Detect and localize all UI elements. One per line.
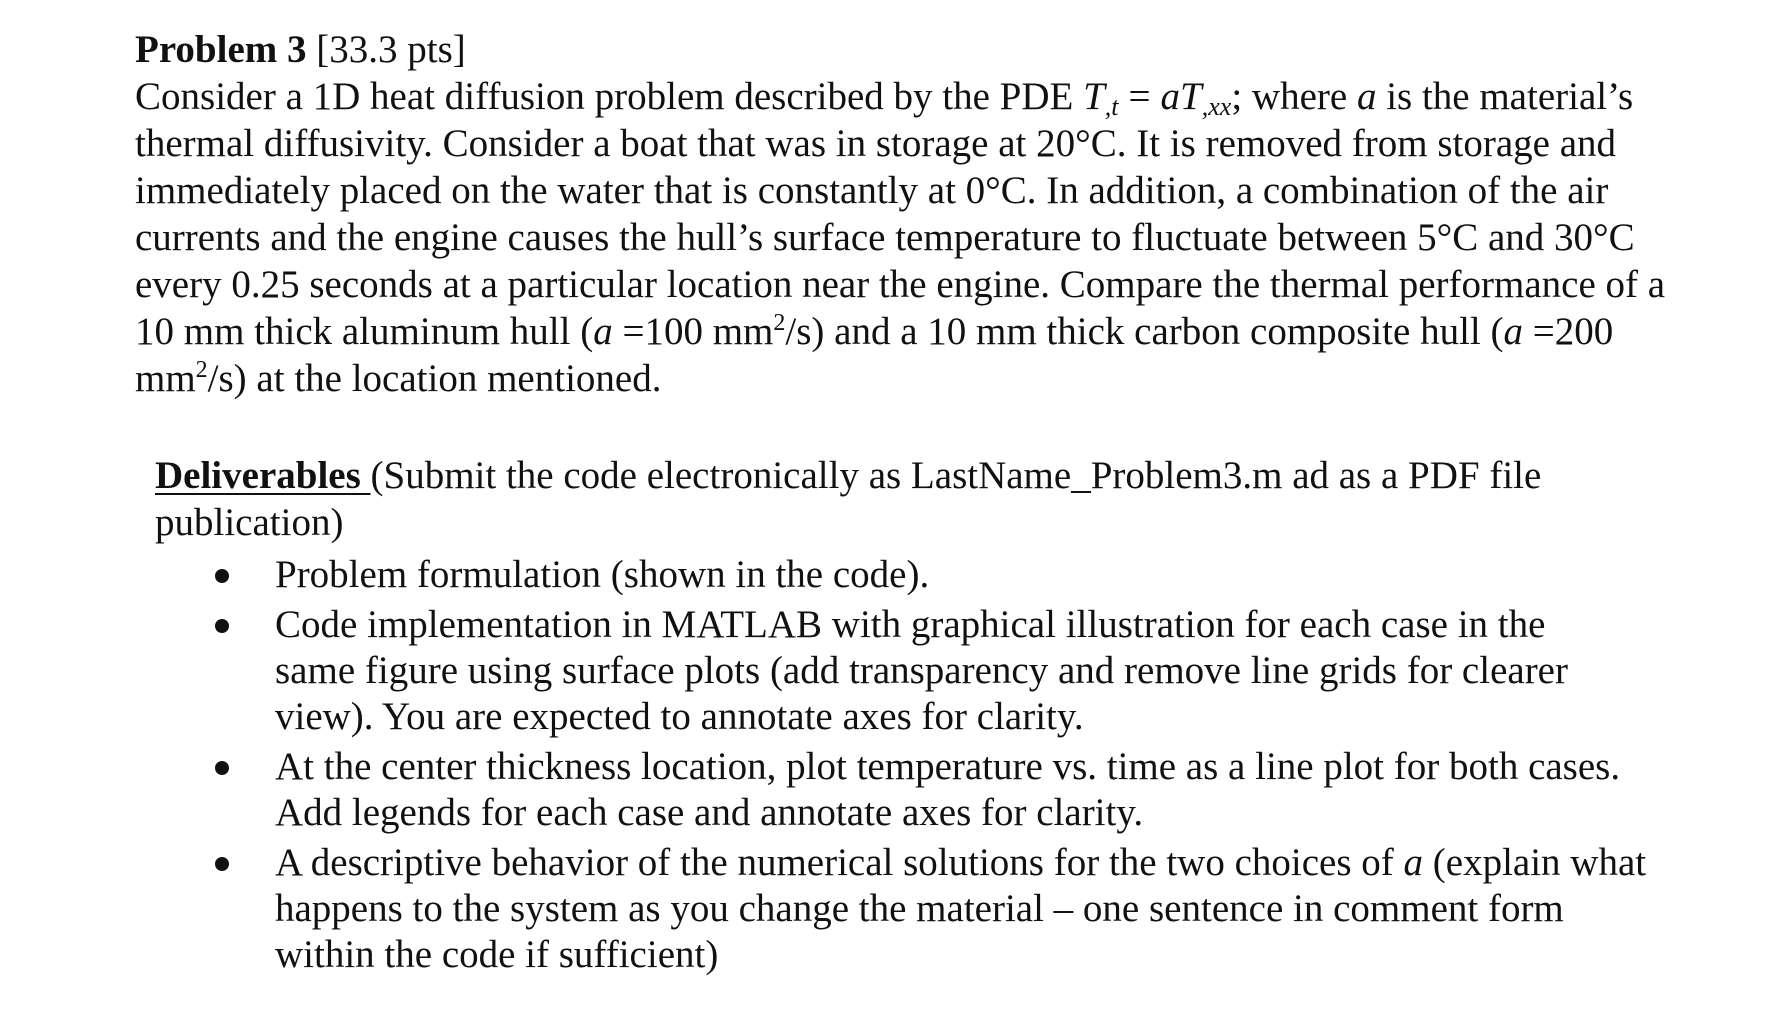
math-var-a: a [1356,75,1377,118]
problem-line-5: every 0.25 seconds at a particular location near the engine. Compare the thermal performance of a [135,263,1666,306]
problem-heading [135,26,1735,73]
problem-line-6 [135,308,1735,355]
bullet-icon [215,761,229,775]
text-span: Consider a 1D heat diffusion problem described by the PDE [135,75,1084,118]
list-item-text [275,840,1755,886]
list-item-text: Add legends for each case and annotate axes for clarity. [275,791,1144,834]
problem-line-2: thermal diffusivity. Consider a boat that was in storage at 20°C. It is removed from storage and [135,122,1617,165]
superscript: 2 [773,310,786,336]
list-item-text: same figure using surface plots (add transparency and remove line grids for clearer [275,649,1568,692]
problem-statement [135,26,1735,402]
math-var-T: T [1180,75,1202,118]
list-item-text: Problem formulation (shown in the code). [275,553,930,596]
text-span: /s) and a 10 mm thick carbon composite hull ( [785,310,1504,353]
list-item [155,840,1755,978]
list-item-text: Code implementation in MATLAB with graphical illustration for each case in the [275,603,1546,646]
text-span: is the material’s [1376,75,1634,118]
pde-equation [1083,75,1232,121]
text-span: /s) at the location mentioned. [207,357,662,400]
text-span: (explain what [1423,841,1647,884]
math-var-a: a [593,310,613,353]
text-span: =200 [1522,310,1614,353]
problem-line-1 [135,73,1735,120]
text-span: 10 mm thick aluminum hull ( [135,310,594,353]
math-equals: = [1128,75,1151,118]
text-span: ; where [1231,75,1357,118]
math-var-a: a [1503,310,1523,353]
math-sub-t: ,t [1104,92,1119,121]
text-span: A descriptive behavior of the numerical solutions for the two choices of [275,841,1404,884]
problem-line-3: immediately placed on the water that is constantly at 0°C. In addition, a combination of the air [135,169,1609,212]
list-item-text: At the center thickness location, plot temperature vs. time as a line plot for both cases. [275,745,1621,788]
superscript: 2 [195,357,208,383]
list-item [155,602,1755,740]
list-item [155,552,1755,598]
deliverables-intro [155,452,1755,546]
problem-line-4: currents and the engine causes the hull’s surface temperature to fluctuate between 5°C and 30°C [135,216,1635,259]
problem-line-7 [135,355,1735,402]
math-var-a: a [1403,841,1424,884]
math-sub-xx: ,xx [1201,92,1232,121]
list-item-text: view). You are expected to annotate axes for clarity. [275,695,1084,738]
problem-points: [33.3 pts] [316,28,466,71]
deliverables-line-2: publication) [155,501,344,544]
math-var-T: T [1083,75,1105,118]
bullet-icon [215,857,229,871]
text-span: mm [135,357,196,400]
deliverables-list [155,552,1755,982]
text-span: =100 mm [612,310,774,353]
math-var-a: a [1160,75,1181,118]
deliverables-line-1 [155,452,1755,499]
text-span: (Submit the code electronically as LastName_Problem3.m ad as a PDF file [370,454,1542,497]
list-item [155,744,1755,836]
list-item-text: happens to the system as you change the material – one sentence in comment form [275,887,1564,930]
bullet-icon [215,569,229,583]
deliverables-heading: Deliverables [155,454,371,497]
list-item-text: within the code if sufficient) [275,933,719,976]
problem-title: Problem 3 [135,28,307,71]
bullet-icon [215,619,229,633]
